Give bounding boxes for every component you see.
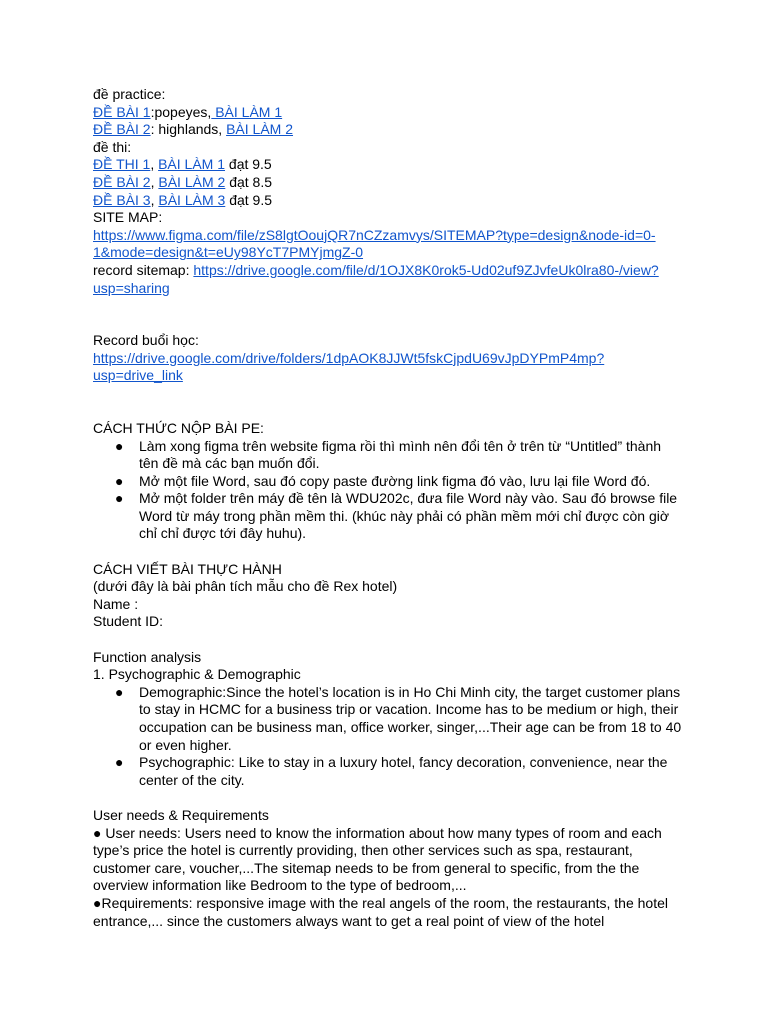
submit-step-1: Làm xong figma trên website figma rồi thì mình nên đổi tên ở trên từ “Untitled” thành tên đề mà các bạn muốn đổi. (139, 437, 662, 472)
record-sitemap-label: record sitemap: (93, 261, 194, 278)
psychographic-text: Psychographic: Like to stay in a luxury hotel, fancy decoration, convenience, near the center of the city. (139, 754, 668, 788)
exam-score-1: đạt 9.5 (228, 156, 272, 173)
spacer (93, 297, 683, 332)
submit-step-2: Mở một file Word, sau đó copy paste đường link figma đó vào, lưu lại file Word đó. (139, 472, 651, 489)
student-id-field-label: Student ID: (93, 613, 164, 630)
record-label: Record buổi học: (93, 332, 199, 349)
list-item (93, 754, 683, 789)
user-needs-heading: User needs & Requirements (93, 806, 269, 823)
exam-work-3-link[interactable]: BÀI LÀM 3 (158, 191, 226, 208)
spacer (93, 543, 683, 561)
bullet-icon: ● (115, 437, 124, 454)
practice-task-1-link[interactable]: ĐỀ BÀI 1 (93, 103, 151, 120)
record-sitemap-line-2 (93, 280, 683, 298)
record-link-part-1[interactable]: https://drive.google.com/drive/folders/1dpAOK8JJWt5fskCjpdU69vJpDYPmP4mp? (93, 349, 605, 366)
record-sitemap-link-part-2[interactable]: usp=sharing (93, 279, 170, 296)
practice-guide-heading: CÁCH VIẾT BÀI THỰC HÀNH (93, 560, 282, 577)
name-field-label: Name : (93, 595, 139, 612)
record-sitemap-line-1 (93, 262, 683, 280)
requirements-text: ●Requirements: responsive image with the real angels of the room, the restaurants, the hotel entrance,... since the customers always want to get a real point of view of the hotel (93, 894, 668, 929)
bullet-icon: ● (115, 754, 124, 771)
exam-score-2: đạt 8.5 (229, 173, 273, 190)
document-body (93, 86, 683, 930)
submit-heading: CÁCH THỨC NỘP BÀI PE: (93, 419, 264, 436)
spacer (93, 631, 683, 649)
list-item (93, 684, 683, 754)
practice-work-1-link[interactable]: BÀI LÀM 1 (211, 103, 283, 120)
spacer (93, 385, 683, 420)
analysis-list (93, 684, 683, 790)
sitemap-url-line-1 (93, 227, 683, 245)
spacer (93, 789, 683, 807)
exam-row-1 (93, 156, 683, 174)
demographic-text: Demographic:Since the hotel’s location is in Ho Chi Minh city, the target customer plans to stay in HCMC for a business trip or vacation. Income has to be medium or high, their occupation can be business man, office worker, singer,...Their age can be from 18 to 40 or even higher. (139, 683, 682, 753)
submit-steps-list (93, 438, 683, 544)
user-needs-text: ● User needs: Users need to know the information about how many types of room and each type’s price the hotel is currently providing, then other services such as spa, restaurant, customer care, voucher,...The sitemap needs to be from general to specific, from the the overview information like Bedroom to the type of bedroom,... (93, 824, 662, 894)
practice-row-1-sep: :popeyes, (150, 103, 212, 120)
sitemap-link-part-1[interactable]: https://www.figma.com/file/zS8lgtOoujQR7nCZzamvys/SITEMAP?type=design&node-id=0- (93, 226, 656, 243)
practice-heading: đề practice: (93, 86, 166, 102)
bullet-icon: ● (115, 472, 124, 489)
function-analysis-heading: Function analysis (93, 648, 202, 665)
practice-row-2-sep: : highlands, (150, 121, 223, 138)
list-item (93, 490, 683, 543)
practice-row-1 (93, 104, 683, 122)
record-sitemap-link-part-1[interactable]: https://drive.google.com/file/d/1OJX8K0rok5-Ud02uf9ZJvfeUk0lra80-/view? (193, 261, 659, 278)
sitemap-url-line-2 (93, 244, 683, 262)
exam-work-2-link[interactable]: BÀI LÀM 2 (158, 173, 226, 190)
sitemap-link-part-2[interactable]: 1&mode=design&t=eUy98YcT7PMYjmgZ-0 (93, 244, 364, 261)
practice-task-2-link[interactable]: ĐỀ BÀI 2 (93, 121, 151, 138)
exam-row-1-sep: , (150, 156, 155, 173)
exam-row-2 (93, 174, 683, 192)
bullet-icon: ● (115, 490, 124, 507)
exam-row-3-sep: , (150, 191, 155, 208)
exam-row-3 (93, 192, 683, 210)
psychographic-demographic-heading: 1. Psychographic & Demographic (93, 666, 301, 683)
practice-guide-note: (dưới đây là bài phân tích mẫu cho đề Rex hotel) (93, 578, 398, 595)
practice-row-2 (93, 121, 683, 139)
exam-heading: đề thi: (93, 138, 132, 155)
exam-work-1-link[interactable]: BÀI LÀM 1 (158, 156, 226, 173)
list-item (93, 473, 683, 491)
sitemap-label: SITE MAP: (93, 209, 163, 226)
submit-step-3: Mở một folder trên máy đề tên là WDU202c, đưa file Word này vào. Sau đó browse file Word từ máy trong phần mềm thi. (khúc này phải có phần mềm mới chỉ được còn giờ chỉ chỉ được tới đây huhu). (139, 490, 678, 542)
bullet-icon: ● (115, 683, 124, 700)
exam-task-3-link[interactable]: ĐỀ BÀI 3 (93, 191, 151, 208)
exam-task-1-link[interactable]: ĐỀ THI 1 (93, 156, 151, 173)
exam-task-2-link[interactable]: ĐỀ BÀI 2 (93, 173, 151, 190)
exam-score-3: đạt 9.5 (229, 191, 273, 208)
record-url-line-1 (93, 350, 683, 368)
practice-work-2-link[interactable]: BÀI LÀM 2 (226, 121, 294, 138)
list-item (93, 438, 683, 473)
record-link-part-2[interactable]: usp=drive_link (93, 367, 183, 384)
exam-row-2-sep: , (150, 173, 155, 190)
record-url-line-2 (93, 367, 683, 385)
